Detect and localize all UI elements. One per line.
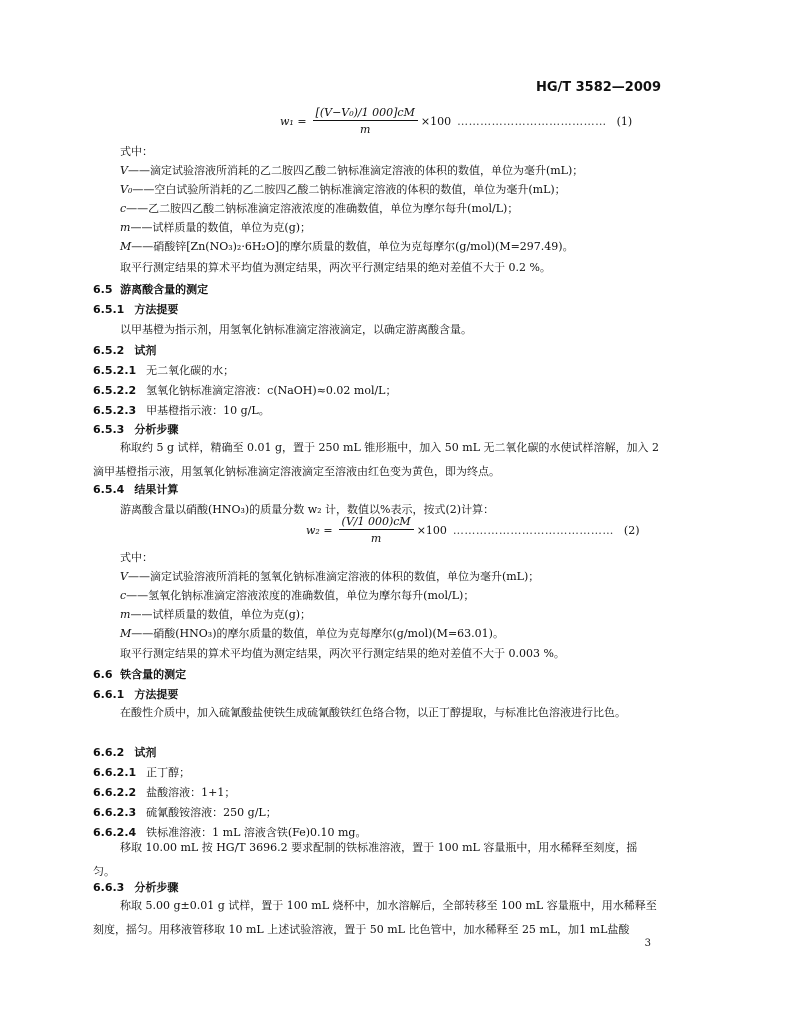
- definition-item: [120, 569, 539, 585]
- formula-1: [280, 106, 632, 136]
- section-title: 游离酸含量的测定: [120, 283, 209, 296]
- reagent-item: [93, 383, 396, 399]
- formula-numerator: [(V−V₀)/1 000]cM: [313, 106, 418, 121]
- subsection-title: 试剂: [134, 344, 157, 357]
- formula-denominator: m: [359, 123, 371, 136]
- formula-denominator: m: [370, 532, 382, 545]
- subsection-number: 6.6.2.1: [93, 766, 137, 779]
- subsection-number: 6.5.3: [93, 423, 125, 436]
- formula-numerator: (V/1 000)cM: [339, 515, 414, 530]
- reagent-text: 氢氧化钠标准滴定溶液：c(NaOH)≈0.02 mol/L；: [146, 384, 397, 397]
- reagent-item: [93, 765, 190, 781]
- reagent-text: 硫氰酸铵溶液：250 g/L；: [146, 806, 277, 819]
- definition-text: ——硝酸(HNO₃)的摩尔质量的数值，单位为克每摩尔(g/mol)(M=63.01)。: [131, 627, 504, 640]
- reagent-text: 甲基橙指示液：10 g/L。: [146, 404, 270, 417]
- definition-text: ——空白试验所消耗的乙二胺四乙酸二钠标准滴定溶液的体积的数值，单位为毫升(mL)；: [132, 183, 566, 196]
- subsection-title: 结果计算: [134, 483, 179, 496]
- definition-item: [120, 239, 574, 255]
- section-heading: [93, 667, 186, 683]
- subsection-number: 6.5.1: [93, 303, 125, 316]
- subsection-title: 方法提要: [134, 688, 179, 701]
- definition-item: [120, 607, 311, 623]
- standard-number: HG/T 3582—2009: [535, 80, 661, 95]
- formula-multiplier: ×100: [416, 523, 447, 537]
- section-heading: [93, 282, 208, 298]
- subsection-heading: [93, 482, 178, 498]
- formula-leader-dots: ……………………………………: [452, 523, 614, 537]
- definition-symbol: m: [120, 608, 131, 621]
- subsection-title: 试剂: [134, 746, 157, 759]
- formula-multiplier: ×100: [420, 114, 452, 128]
- paragraph: 称取 5.00 g±0.01 g 试样，置于 100 mL 烧杯中，加水溶解后，全部转移至 100 mL 容量瓶中，用水稀释至刻度，摇匀。用移液管移取 10 mL 上述试验溶液，置于 50 mL 比色管中，加水稀释至 25 mL，加1 mL盐酸: [93, 899, 657, 936]
- subsection-number: 6.5.2.1: [93, 364, 137, 377]
- reagent-text: 正丁醇；: [146, 766, 191, 779]
- definition-symbol: c: [120, 202, 127, 215]
- where-label: 式中：: [120, 145, 153, 158]
- definition-text: ——试样质量的数值，单位为克(g)；: [130, 221, 312, 234]
- paragraph: 游离酸含量以硝酸(HNO₃)的质量分数 w₂ 计，数值以%表示，按式(2)计算：: [120, 503, 495, 516]
- definition-item: [120, 163, 583, 179]
- subsection-number: 6.6.1: [93, 688, 125, 701]
- formula-lhs: w₂ =: [306, 523, 333, 537]
- definition-text: ——硝酸锌[Zn(NO₃)₂·6H₂O]的摩尔质量的数值，单位为克每摩尔(g/mol)(M=297.49)。: [131, 240, 574, 253]
- definition-symbol: V: [120, 570, 128, 583]
- definition-symbol: M: [120, 627, 132, 640]
- definition-symbol: c: [120, 589, 127, 602]
- definition-text: ——滴定试验溶液所消耗的氢氧化钠标准滴定溶液的体积的数值，单位为毫升(mL)；: [127, 570, 540, 583]
- subsection-title: 方法提要: [134, 303, 179, 316]
- definition-item: [120, 182, 566, 198]
- formula-lhs: w₁ =: [280, 114, 307, 128]
- section-number: 6.5: [93, 283, 113, 296]
- subsection-number: 6.6.2: [93, 746, 125, 759]
- definition-text: ——滴定试验溶液所消耗的乙二胺四乙酸二钠标准滴定溶液的体积的数值，单位为毫升(mL)；: [127, 164, 584, 177]
- definition-item: [120, 626, 504, 642]
- paragraph: 称取约 5 g 试样，精确至 0.01 g，置于 250 mL 锥形瓶中，加入 50 mL 无二氧化碳的水使试样溶解，加入 2 滴甲基橙指示液，用氢氧化钠标准滴定溶液滴定至溶液由红色变为黄色，即为终点。: [93, 441, 659, 478]
- definition-symbol: V₀: [120, 183, 133, 196]
- formula-number: (1): [616, 114, 633, 128]
- definition-item: [120, 588, 474, 604]
- subsection-number: 6.6.2.3: [93, 806, 137, 819]
- where-label: 式中：: [120, 551, 153, 564]
- paragraph: 在酸性介质中，加入硫氰酸盐使铁生成硫氰酸铁红色络合物，以正丁醇提取，与标准比色溶液进行比色。: [120, 706, 626, 719]
- subsection-number: 6.5.4: [93, 483, 125, 496]
- paragraph: 移取 10.00 mL 按 HG/T 3696.2 要求配制的铁标准溶液，置于 100 mL 容量瓶中，用水稀释至刻度，摇匀。: [93, 841, 638, 878]
- subsection-number: 6.6.2.2: [93, 786, 137, 799]
- reagent-text: 无二氧化碳的水；: [146, 364, 235, 377]
- subsection-number: 6.5.2.3: [93, 404, 137, 417]
- formula-leader-dots: …………………………………: [457, 114, 607, 128]
- reagent-text: 盐酸溶液：1+1；: [146, 786, 236, 799]
- reagent-item: [93, 363, 234, 379]
- section-number: 6.6: [93, 668, 113, 681]
- section-title: 铁含量的测定: [120, 668, 187, 681]
- subsection-title: 分析步骤: [134, 881, 179, 894]
- reagent-item: [93, 785, 235, 801]
- reagent-item: [93, 403, 270, 419]
- page-number: 3: [644, 938, 651, 949]
- definition-symbol: V: [120, 164, 128, 177]
- reagent-text: 铁标准溶液：1 mL 溶液含铁(Fe)0.10 mg。: [146, 826, 367, 839]
- subsection-heading: [93, 745, 156, 761]
- reagent-item: [93, 805, 277, 821]
- result-statement: 取平行测定结果的算术平均值为测定结果，两次平行测定结果的绝对差值不大于 0.003 %。: [120, 647, 565, 660]
- formula-fraction: [313, 106, 418, 136]
- subsection-title: 分析步骤: [134, 423, 179, 436]
- definition-item: [120, 201, 518, 217]
- subsection-number: 6.6.2.4: [93, 826, 137, 839]
- definition-item: [120, 220, 311, 236]
- subsection-heading: [93, 302, 178, 318]
- result-statement: 取平行测定结果的算术平均值为测定结果，两次平行测定结果的绝对差值不大于 0.2 %。: [120, 261, 551, 274]
- formula-number: (2): [623, 523, 640, 537]
- definition-symbol: m: [120, 221, 131, 234]
- subsection-number: 6.6.3: [93, 881, 125, 894]
- subsection-number: 6.5.2: [93, 344, 125, 357]
- definition-text: ——试样质量的数值，单位为克(g)；: [130, 608, 312, 621]
- definition-text: ——乙二胺四乙酸二钠标准滴定溶液浓度的准确数值，单位为摩尔每升(mol/L)；: [126, 202, 519, 215]
- subsection-heading: [93, 343, 156, 359]
- formula-2: [306, 515, 640, 545]
- formula-fraction: [339, 515, 414, 545]
- definition-symbol: M: [120, 240, 132, 253]
- definition-text: ——氢氧化钠标准滴定溶液浓度的准确数值，单位为摩尔每升(mol/L)；: [126, 589, 475, 602]
- subsection-number: 6.5.2.2: [93, 384, 137, 397]
- paragraph: 以甲基橙为指示剂，用氢氧化钠标准滴定溶液滴定，以确定游离酸含量。: [120, 323, 472, 336]
